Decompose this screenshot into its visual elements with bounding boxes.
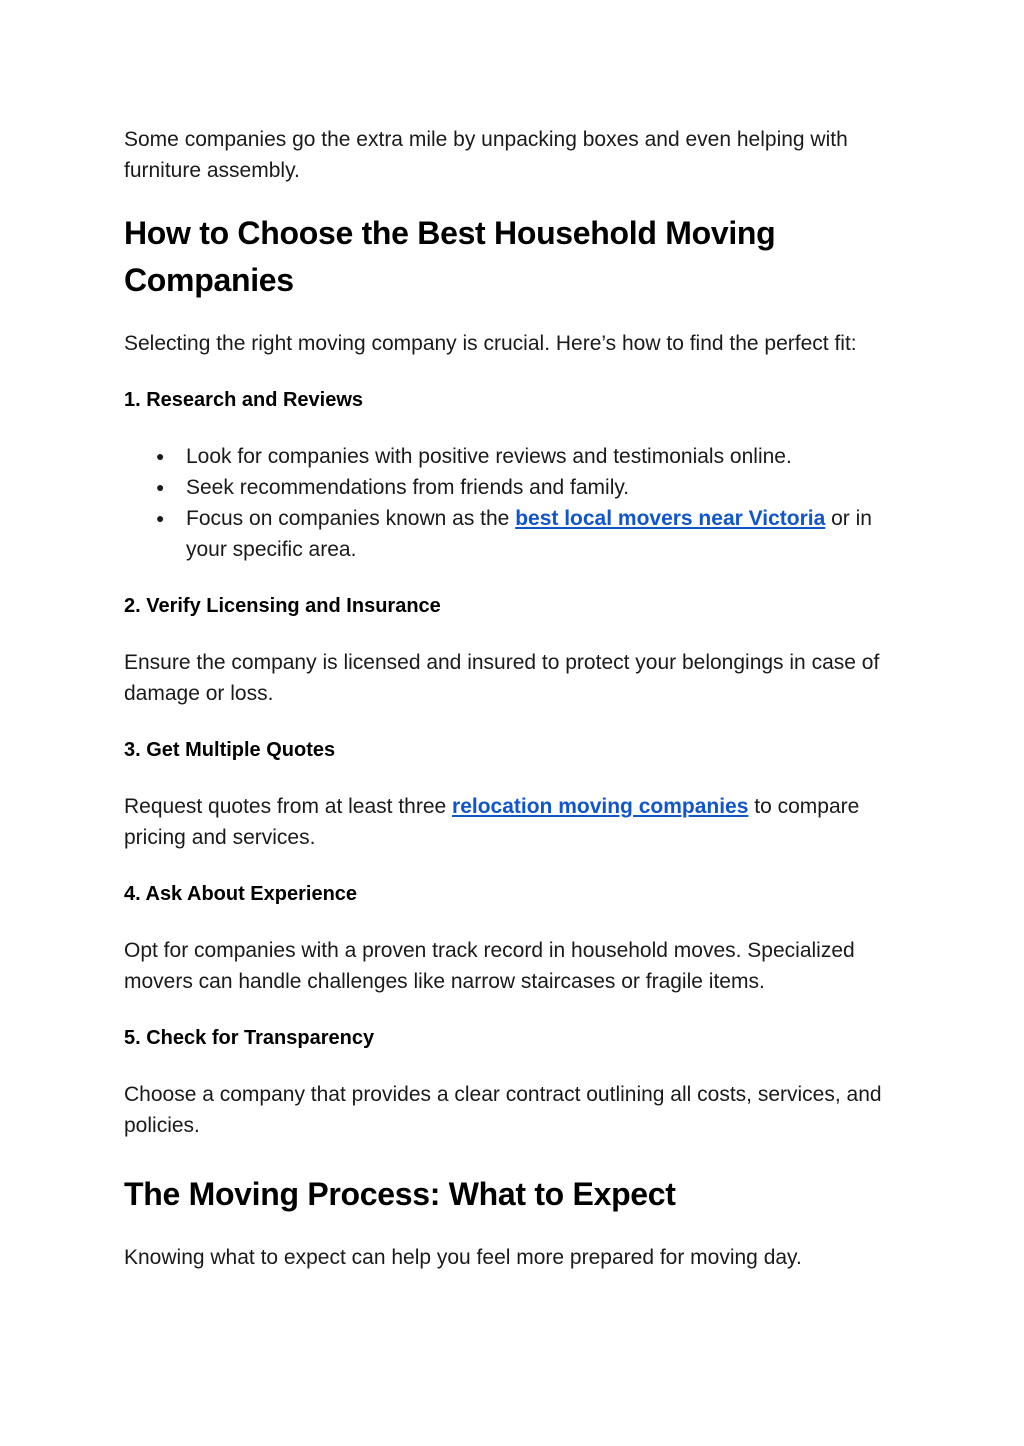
- research-bullet-list: [124, 441, 904, 565]
- quotes-text-after: to compare pricing and services.: [124, 795, 860, 849]
- transparency-paragraph: Choose a company that provides a clear contract outlining all costs, services, and policies.: [124, 1083, 882, 1137]
- quotes-paragraph: [124, 791, 904, 853]
- list-item: [124, 472, 904, 503]
- step-heading-licensing: 2. Verify Licensing and Insurance: [124, 595, 441, 617]
- bullet-icon: ●: [156, 510, 165, 526]
- list-item-text: Look for companies with positive reviews and testimonials online.: [186, 445, 792, 468]
- best-local-movers-link[interactable]: best local movers near Victoria: [515, 507, 826, 530]
- licensing-paragraph: Ensure the company is licensed and insured to protect your belongings in case of damage or loss.: [124, 651, 880, 705]
- bullet-icon: ●: [156, 448, 165, 464]
- list-item-text: Seek recommendations from friends and family.: [186, 476, 630, 499]
- step-heading-experience: 4. Ask About Experience: [124, 883, 358, 905]
- document-page: [124, 124, 904, 1273]
- list-item-text-before: Focus on companies known as the: [186, 507, 516, 530]
- section-heading-choose: How to Choose the Best Household Moving Companies: [124, 215, 776, 298]
- quotes-text-before: Request quotes from at least three: [124, 795, 453, 818]
- step-heading-quotes: 3. Get Multiple Quotes: [124, 739, 336, 761]
- list-item-text-after: or in your specific area.: [186, 507, 872, 561]
- list-item: [124, 503, 904, 565]
- relocation-moving-companies-link[interactable]: relocation moving companies: [452, 795, 749, 818]
- section-heading-process: The Moving Process: What to Expect: [124, 1176, 676, 1212]
- step-heading-transparency: 5. Check for Transparency: [124, 1027, 375, 1049]
- section-intro-paragraph: Selecting the right moving company is crucial. Here’s how to find the perfect fit:: [124, 332, 857, 355]
- bullet-icon: ●: [156, 479, 165, 495]
- intro-paragraph: Some companies go the extra mile by unpacking boxes and even helping with furniture assembly.: [124, 128, 848, 182]
- list-item: [124, 441, 904, 472]
- process-paragraph: Knowing what to expect can help you feel more prepared for moving day.: [124, 1246, 802, 1269]
- step-heading-research: 1. Research and Reviews: [124, 389, 364, 411]
- experience-paragraph: Opt for companies with a proven track record in household moves. Specialized movers can handle challenges like narrow staircases or fragile items.: [124, 939, 855, 993]
